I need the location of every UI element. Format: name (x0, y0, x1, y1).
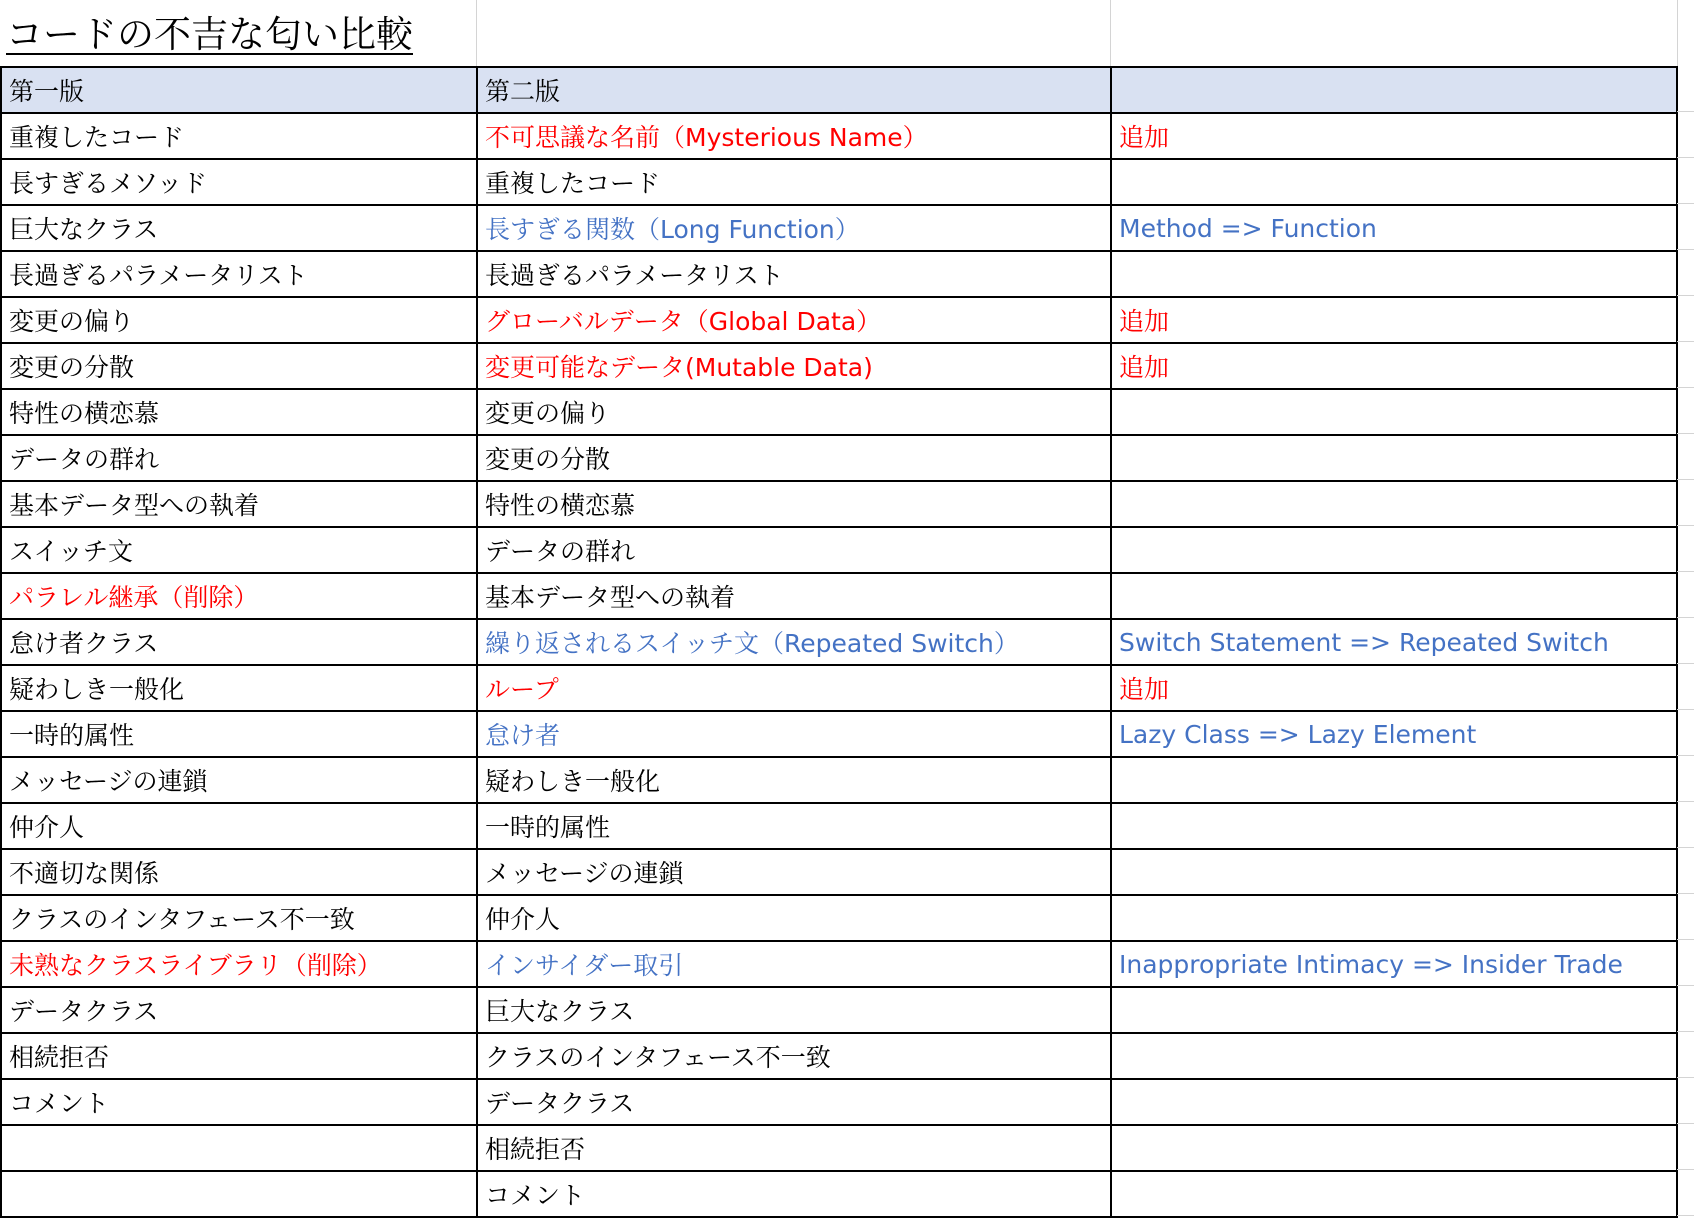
cell-first-edition[interactable]: 特性の横恋慕 (1, 389, 477, 435)
cell-second-edition[interactable]: メッセージの連鎖 (477, 849, 1111, 895)
cell-first-edition[interactable]: 不適切な関係 (1, 849, 477, 895)
cell-second-edition[interactable]: 基本データ型への執着 (477, 573, 1111, 619)
cell-first-edition[interactable]: メッセージの連鎖 (1, 757, 477, 803)
empty-cell[interactable] (1677, 296, 1694, 342)
table-row (1, 205, 1677, 251)
sheet-title: コードの不吉な匂い比較 (6, 13, 413, 56)
cell-first-edition[interactable]: 未熟なクラスライブラリ（削除） (1, 941, 477, 987)
table-row (1, 159, 1677, 205)
table-row (1, 435, 1677, 481)
header-cell-notes[interactable] (1111, 67, 1677, 113)
cell-second-edition[interactable]: 巨大なクラス (477, 987, 1111, 1033)
cell-second-edition[interactable]: 不可思議な名前（Mysterious Name） (477, 113, 1111, 159)
empty-cell[interactable] (1677, 940, 1694, 986)
cell-notes[interactable] (1111, 1171, 1677, 1217)
empty-cell[interactable] (1677, 1078, 1694, 1124)
table-row (1, 803, 1677, 849)
empty-cell[interactable] (1677, 1032, 1694, 1078)
table-row (1, 619, 1677, 665)
cell-second-edition[interactable]: 長過ぎるパラメータリスト (477, 251, 1111, 297)
cell-notes[interactable] (1111, 1125, 1677, 1171)
table-row (1, 941, 1677, 987)
empty-cell[interactable] (1677, 480, 1694, 526)
cell-notes[interactable] (1111, 757, 1677, 803)
cell-notes[interactable]: 追加 (1111, 113, 1677, 159)
cell-second-edition[interactable]: 相続拒否 (477, 1125, 1111, 1171)
empty-column-d (1677, 66, 1694, 1216)
table-row (1, 113, 1677, 159)
table-row (1, 573, 1677, 619)
table-row (1, 849, 1677, 895)
empty-cell[interactable] (1677, 802, 1694, 848)
empty-cell[interactable] (1677, 618, 1694, 664)
cell-first-edition[interactable]: 基本データ型への執着 (1, 481, 477, 527)
cell-second-edition[interactable]: ループ (477, 665, 1111, 711)
table-row (1, 1171, 1677, 1217)
cell-second-edition[interactable]: 変更の偏り (477, 389, 1111, 435)
empty-cell[interactable] (1677, 66, 1694, 112)
cell-first-edition[interactable]: 一時的属性 (1, 711, 477, 757)
table-row (1, 527, 1677, 573)
empty-cell[interactable] (1677, 1170, 1694, 1216)
cell-first-edition[interactable]: 変更の偏り (1, 297, 477, 343)
empty-cell[interactable] (1677, 848, 1694, 894)
cell-second-edition[interactable]: 特性の横恋慕 (477, 481, 1111, 527)
cell-first-edition[interactable] (1, 1125, 477, 1171)
cell-first-edition[interactable]: 怠け者クラス (1, 619, 477, 665)
cell-first-edition[interactable]: 相続拒否 (1, 1033, 477, 1079)
cell-first-edition[interactable]: データの群れ (1, 435, 477, 481)
cell-notes[interactable] (1111, 527, 1677, 573)
header-row (1, 67, 1677, 113)
cell-notes[interactable]: Inappropriate Intimacy => Insider Trade (1111, 941, 1677, 987)
cell-first-edition[interactable]: クラスのインタフェース不一致 (1, 895, 477, 941)
cell-first-edition[interactable]: パラレル継承（削除） (1, 573, 477, 619)
cell-notes[interactable] (1111, 435, 1677, 481)
cell-notes[interactable]: Lazy Class => Lazy Element (1111, 711, 1677, 757)
cell-notes[interactable] (1111, 987, 1677, 1033)
title-row-cell-c[interactable] (1110, 0, 1678, 66)
cell-second-edition[interactable]: 重複したコード (477, 159, 1111, 205)
empty-cell[interactable] (1677, 526, 1694, 572)
cell-notes[interactable]: 追加 (1111, 665, 1677, 711)
cell-second-edition[interactable]: データの群れ (477, 527, 1111, 573)
empty-cell[interactable] (1677, 250, 1694, 296)
cell-notes[interactable] (1111, 573, 1677, 619)
cell-first-edition[interactable]: 巨大なクラス (1, 205, 477, 251)
cell-first-edition[interactable]: スイッチ文 (1, 527, 477, 573)
cell-second-edition[interactable]: 仲介人 (477, 895, 1111, 941)
cell-first-edition[interactable]: 変更の分散 (1, 343, 477, 389)
cell-second-edition[interactable]: 怠け者 (477, 711, 1111, 757)
table-row (1, 1033, 1677, 1079)
cell-notes[interactable] (1111, 1033, 1677, 1079)
table-row (1, 665, 1677, 711)
title-row-cell-b[interactable] (476, 0, 1111, 66)
cell-notes[interactable]: 追加 (1111, 343, 1677, 389)
empty-cell[interactable] (1677, 894, 1694, 940)
cell-second-edition[interactable]: 変更可能なデータ(Mutable Data) (477, 343, 1111, 389)
cell-notes[interactable] (1111, 481, 1677, 527)
cell-second-edition[interactable]: データクラス (477, 1079, 1111, 1125)
empty-cell[interactable] (1677, 986, 1694, 1032)
cell-second-edition[interactable]: 変更の分散 (477, 435, 1111, 481)
table-row (1, 251, 1677, 297)
table-row (1, 1079, 1677, 1125)
cell-first-edition[interactable]: 疑わしき一般化 (1, 665, 477, 711)
cell-notes[interactable] (1111, 1079, 1677, 1125)
table-row (1, 297, 1677, 343)
header-cell-first-edition[interactable]: 第一版 (1, 67, 477, 113)
cell-second-edition[interactable]: グローバルデータ（Global Data） (477, 297, 1111, 343)
cell-first-edition[interactable]: コメント (1, 1079, 477, 1125)
cell-first-edition[interactable]: 長すぎるメソッド (1, 159, 477, 205)
cell-notes[interactable]: 追加 (1111, 297, 1677, 343)
cell-first-edition[interactable] (1, 1171, 477, 1217)
cell-notes[interactable] (1111, 895, 1677, 941)
table-row (1, 757, 1677, 803)
cell-first-edition[interactable]: データクラス (1, 987, 477, 1033)
empty-cell[interactable] (1677, 158, 1694, 204)
cell-second-edition[interactable]: 疑わしき一般化 (477, 757, 1111, 803)
empty-cell[interactable] (1677, 710, 1694, 756)
empty-cell[interactable] (1677, 388, 1694, 434)
empty-cell[interactable] (1677, 112, 1694, 158)
empty-cell[interactable] (1677, 572, 1694, 618)
empty-cell[interactable] (1677, 1124, 1694, 1170)
cell-notes[interactable] (1111, 389, 1677, 435)
cell-first-edition[interactable]: 仲介人 (1, 803, 477, 849)
cell-second-edition[interactable]: 一時的属性 (477, 803, 1111, 849)
cell-second-edition[interactable]: 繰り返されるスイッチ文（Repeated Switch） (477, 619, 1111, 665)
cell-second-edition[interactable]: クラスのインタフェース不一致 (477, 1033, 1111, 1079)
empty-cell[interactable] (1677, 664, 1694, 710)
table-row (1, 1125, 1677, 1171)
cell-second-edition[interactable]: インサイダー取引 (477, 941, 1111, 987)
cell-notes[interactable] (1111, 803, 1677, 849)
cell-notes[interactable] (1111, 251, 1677, 297)
cell-first-edition[interactable]: 重複したコード (1, 113, 477, 159)
table-row (1, 711, 1677, 757)
table-row (1, 987, 1677, 1033)
title-row (0, 0, 1694, 66)
empty-cell[interactable] (1677, 434, 1694, 480)
cell-notes[interactable] (1111, 849, 1677, 895)
header-cell-second-edition[interactable]: 第二版 (477, 67, 1111, 113)
cell-second-edition[interactable]: コメント (477, 1171, 1111, 1217)
cell-notes[interactable] (1111, 159, 1677, 205)
table-row (1, 895, 1677, 941)
comparison-table (0, 66, 1678, 1218)
empty-cell[interactable] (1677, 756, 1694, 802)
empty-cell[interactable] (1677, 342, 1694, 388)
cell-first-edition[interactable]: 長過ぎるパラメータリスト (1, 251, 477, 297)
empty-cell[interactable] (1677, 204, 1694, 250)
cell-notes[interactable]: Method => Function (1111, 205, 1677, 251)
table-row (1, 481, 1677, 527)
table-row (1, 389, 1677, 435)
cell-notes[interactable]: Switch Statement => Repeated Switch (1111, 619, 1677, 665)
cell-second-edition[interactable]: 長すぎる関数（Long Function） (477, 205, 1111, 251)
table-row (1, 343, 1677, 389)
